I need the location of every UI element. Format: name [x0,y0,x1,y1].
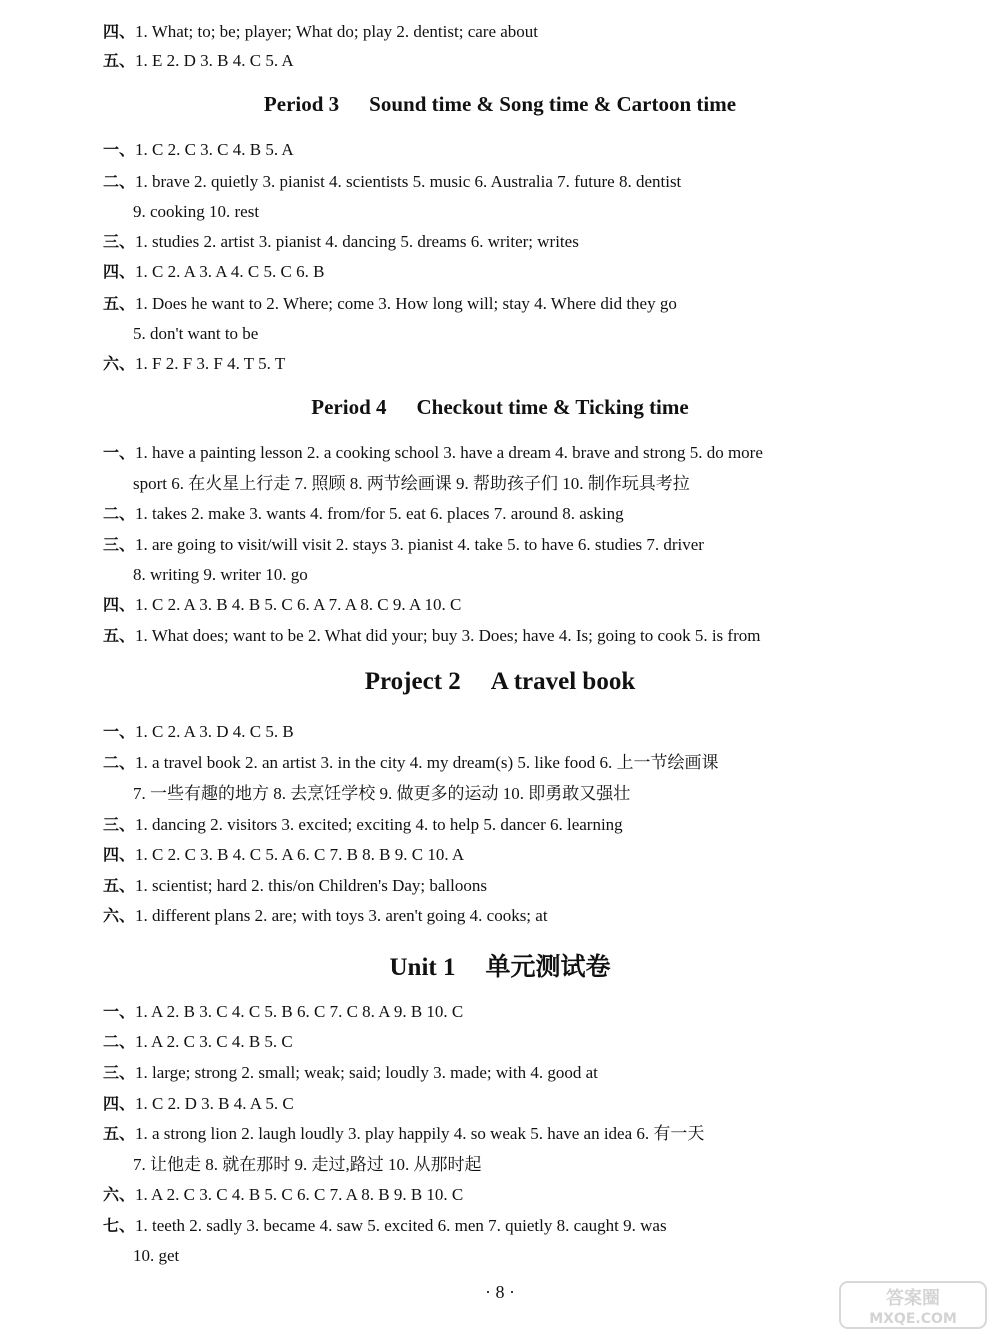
answer-text: 1. large; strong 2. small; weak; said; loudly 3. made; with 4. good at [135,1063,598,1082]
section-label: Period 3 [263,92,340,116]
question-number: 六、 [103,354,136,373]
question-number: 四、 [103,262,136,281]
question-number: 二、 [103,504,136,523]
section-heading [0,668,1000,696]
page-number: · 8 · [485,1282,515,1302]
section-label: Unit 1 [389,954,456,981]
section-label: Project 2 [364,668,461,695]
question-number: 二、 [103,1032,136,1051]
answer-text: 1. F 2. F 3. F 4. T 5. T [135,354,286,373]
question-number: 一、 [103,140,136,159]
question-number: 六、 [103,906,136,925]
question-number: 四、 [103,845,136,864]
answer-text: sport 6. 在火星上行走 7. 照顾 8. 两节绘画课 9. 帮助孩子们 10. 制作玩具考拉 [133,474,690,493]
answer-text: 1. C 2. C 3. B 4. C 5. A 6. C 7. B 8. B 9. C 10. A [135,845,465,864]
answer-text: 1. What; to; be; player; What do; play 2. dentist; care about [135,22,539,41]
answer-text: 1. C 2. C 3. C 4. B 5. A [135,140,294,159]
watermark-logo-icon [838,1280,988,1330]
question-number: 三、 [103,815,136,834]
answer-text: 1. What does; want to be 2. What did your; buy 3. Does; have 4. Is; going to cook 5. is from [135,626,761,645]
answer-text: 1. C 2. A 3. A 4. C 5. C 6. B [135,262,325,281]
answer-text: 1. a strong lion 2. laugh loudly 3. play happily 4. so weak 5. have an idea 6. 有一天 [135,1124,705,1143]
answer-text: 8. writing 9. writer 10. go [133,565,308,584]
answer-text: 1. A 2. C 3. C 4. B 5. C 6. C 7. A 8. B 9. B 10. C [135,1185,464,1204]
question-number: 三、 [103,1063,136,1082]
answer-text: 10. get [133,1246,180,1265]
answer-text: 1. scientist; hard 2. this/on Children's Day; balloons [135,876,488,895]
question-number: 一、 [103,443,136,462]
answer-text: 1. teeth 2. sadly 3. became 4. saw 5. excited 6. men 7. quietly 8. caught 9. was [135,1216,667,1235]
question-number: 五、 [103,294,136,313]
answer-text: 9. cooking 10. rest [133,202,260,221]
answer-text: 7. 一些有趣的地方 8. 去烹饪学校 9. 做更多的运动 10. 即勇敢又强壮 [133,784,631,803]
question-number: 五、 [103,1124,136,1143]
answer-text: 1. studies 2. artist 3. pianist 4. dancing 5. dreams 6. writer; writes [135,232,579,251]
section-title: Checkout time & Ticking time [416,395,689,419]
question-number: 一、 [103,722,136,741]
question-number: 五、 [103,51,136,70]
question-number: 三、 [103,232,136,251]
question-number: 四、 [103,22,136,41]
section-heading [0,395,1000,420]
watermark-text: 答案圈 [886,1288,940,1309]
answer-text: 1. C 2. D 3. B 4. A 5. C [135,1094,294,1113]
question-number: 二、 [103,172,136,191]
watermark-url: MXQE.COM [869,1311,957,1327]
question-number: 一、 [103,1002,136,1021]
section-label: Period 4 [311,395,387,419]
answer-text: 1. brave 2. quietly 3. pianist 4. scientists 5. music 6. Australia 7. future 8. dentist [135,172,682,191]
section-title: 单元测试卷 [485,954,611,981]
answer-text: 1. different plans 2. are; with toys 3. aren't going 4. cooks; at [135,906,548,925]
answer-text: 1. C 2. A 3. B 4. B 5. C 6. A 7. A 8. C 9. A 10. C [135,595,462,614]
answer-text: 1. are going to visit/will visit 2. stays 3. pianist 4. take 5. to have 6. studies 7. driver [135,535,704,554]
question-number: 四、 [103,1094,136,1113]
answer-text: 1. takes 2. make 3. wants 4. from/for 5. eat 6. places 7. around 8. asking [135,504,624,523]
answer-text: 5. don't want to be [133,324,259,343]
question-number: 四、 [103,595,136,614]
question-number: 五、 [103,876,136,895]
answer-text: 1. dancing 2. visitors 3. excited; exciting 4. to help 5. dancer 6. learning [135,815,623,834]
section-heading [0,947,1000,983]
question-number: 六、 [103,1185,136,1204]
section-heading [0,92,1000,117]
question-number: 三、 [103,535,136,554]
answer-text: 1. E 2. D 3. B 4. C 5. A [135,51,294,70]
section-title: A travel book [490,668,636,695]
answer-text: 1. A 2. B 3. C 4. C 5. B 6. C 7. C 8. A 9. B 10. C [135,1002,464,1021]
question-number: 五、 [103,626,136,645]
answer-text: 7. 让他走 8. 就在那时 9. 走过,路过 10. 从那时起 [133,1155,482,1174]
answer-text: 1. have a painting lesson 2. a cooking school 3. have a dream 4. brave and strong 5. do more [135,443,763,462]
answer-text: 1. C 2. A 3. D 4. C 5. B [135,722,294,741]
question-number: 七、 [103,1216,136,1235]
answer-text: 1. Does he want to 2. Where; come 3. How long will; stay 4. Where did they go [135,294,677,313]
question-number: 二、 [103,753,136,772]
answer-text: 1. A 2. C 3. C 4. B 5. C [135,1032,293,1051]
section-title: Sound time & Song time & Cartoon time [369,92,737,116]
answer-text: 1. a travel book 2. an artist 3. in the city 4. my dream(s) 5. like food 6. 上一节绘画课 [135,753,719,772]
